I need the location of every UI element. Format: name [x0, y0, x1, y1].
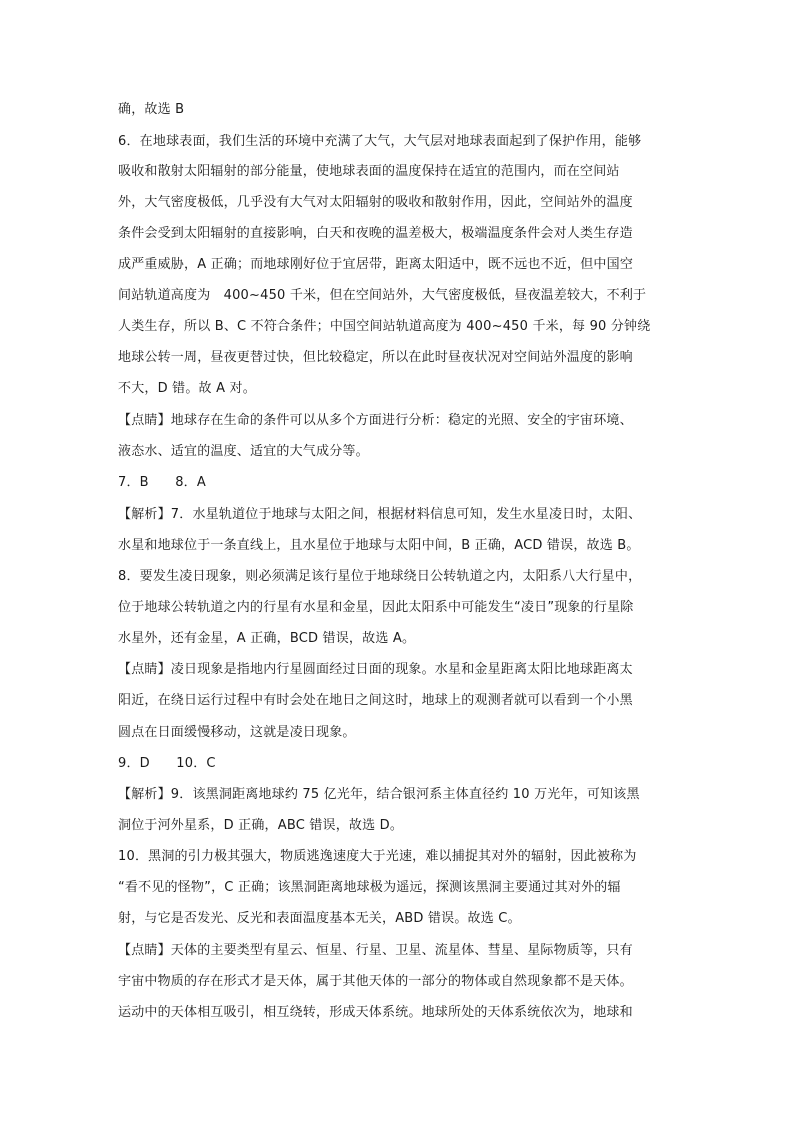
text-line: 【点睛】凌日现象是指地内行星圆面经过日面的现象。水星和金星距离太阳比地球距离太	[118, 662, 633, 677]
text-line: 位于地球公转轨道之内的行星有水星和金星，因此太阳系中可能发生“凌日”现象的行星除	[118, 600, 634, 615]
text-line: 洞位于河外星系，D 正确，ABC 错误，故选 D。	[118, 818, 404, 833]
text-line: 10．黑洞的引力极其强大，物质逃逸速度大于光速，难以捕捉其对外的辐射，因此被称为	[118, 849, 637, 864]
text-line: 外，大气密度极低，几乎没有大气对太阳辐射的吸收和散射作用，因此，空间站外的温度	[118, 195, 633, 210]
text-line: 水星和地球位于一条直线上，且水星位于地球与太阳中间，B 正确，ACD 错误，故选 B。	[118, 538, 640, 553]
text-line: 【点睛】天体的主要类型有星云、恒星、行星、卫星、流星体、彗星、星际物质等，只有	[118, 943, 633, 958]
text-line: 液态水、适宜的温度、适宜的大气成分等。	[118, 444, 369, 459]
text-line: 【解析】9．该黑洞距离地球约 75 亿光年，结合银河系主体直径约 10 万光年，可知该黑	[118, 787, 640, 802]
text-line: 8．要发生凌日现象，则必须满足该行星位于地球绕日公转轨道之内，太阳系八大行星中，	[118, 569, 642, 584]
text-line: 射，与它是否发光、反光和表面温度基本无关，ABD 错误。故选 C。	[118, 911, 521, 926]
text-line: 成严重威胁，A 正确；而地球刚好位于宜居带，距离太阳适中，既不远也不近，但中国空	[118, 257, 634, 272]
text-line: 不大，D 错。故 A 对。	[118, 381, 256, 396]
text-line: 阳近，在绕日运行过程中有时会处在地日之间这时，地球上的观测者就可以看到一个小黑	[118, 693, 633, 708]
text-line: 条件会受到太阳辐射的直接影响，白天和夜晚的温差极大，极端温度条件会对人类生存造	[118, 226, 633, 241]
text-line: 地球公转一周，昼夜更替过快，但比较稳定，所以在此时昼夜状况对空间站外温度的影响	[118, 350, 633, 365]
text-line: 7．B 8．A	[118, 475, 206, 490]
text-line: 宇宙中物质的存在形式才是天体，属于其他天体的一部分的物体或自然现象都不是天体。	[118, 974, 633, 989]
text-line: 圆点在日面缓慢移动，这就是凌日现象。	[118, 725, 356, 740]
text-line: 【点睛】地球存在生命的条件可以从多个方面进行分析：稳定的光照、安全的宇宙环境、	[118, 413, 633, 428]
text-line: 【解析】7．水星轨道位于地球与太阳之间，根据材料信息可知，发生水星凌日时，太阳、	[118, 507, 642, 522]
text-line: 确，故选 B	[118, 102, 185, 117]
text-line: 人类生存，所以 B、C 不符合条件；中国空间站轨道高度为 400~450 千米，每 90 分钟绕	[118, 319, 651, 334]
text-line: 间站轨道高度为 400~450 千米，但在空间站外，大气密度极低，昼夜温差较大，不利于	[118, 288, 647, 303]
text-line: 9．D 10．C	[118, 756, 216, 771]
text-line: 水星外，还有金星，A 正确，BCD 错误，故选 A。	[118, 631, 416, 646]
text-line: 运动中的天体相互吸引，相互绕转，形成天体系统。地球所处的天体系统依次为，地球和	[118, 1005, 633, 1020]
text-line: 6．在地球表面，我们生活的环境中充满了大气，大气层对地球表面起到了保护作用，能够	[118, 134, 642, 149]
text-line: “看不见的怪物”，C 正确；该黑洞距离地球极为遥远，探测该黑洞主要通过其对外的辐	[118, 880, 621, 895]
text-line: 吸收和散射太阳辐射的部分能量，使地球表面的温度保持在适宜的范围内，而在空间站	[118, 164, 620, 179]
